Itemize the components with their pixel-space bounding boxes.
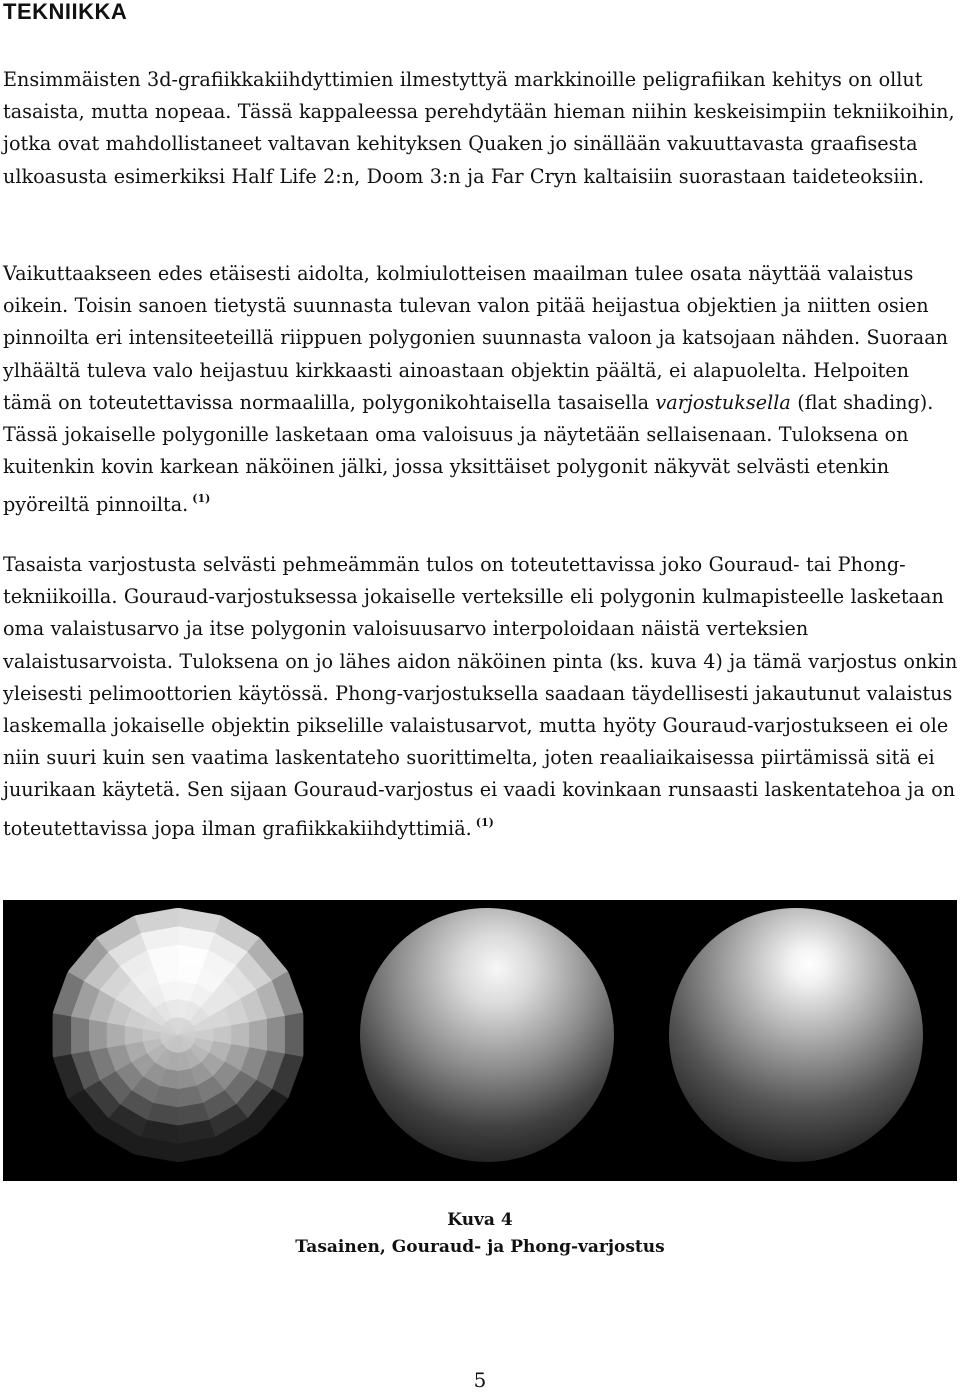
paragraph-flat-shading-text-start: Vaikuttaakseen edes etäisesti aidolta, kolmiulotteisen maailman tulee osata näyttää valaistus oikein. Toisin sanoen tietystä suunnasta tulevan valon pitää heijastua objektien ja niitten osien pinnoilta eri intensiteeteillä riippuen polygonien suunnasta valoon ja katsojaan nähden. Suoraan ylhäältä tuleva valo heijastuu kirkkaasti ainoastaan objektin päältä, ei alapuolelta. Helpoiten tämä on toteutettavissa normaalilla, polygonikohtaisella tasaisella — [3, 262, 948, 414]
term-varjostuksella: varjostuksella — [655, 390, 791, 414]
sphere-facet — [232, 1022, 250, 1047]
phong-shaded-sphere — [669, 908, 923, 1162]
sphere-facet — [89, 1019, 107, 1051]
sphere-facet — [53, 1013, 71, 1057]
paragraph-flat-shading — [3, 258, 959, 522]
shading-figure — [3, 900, 957, 1181]
figure-caption-number: Kuva 4 — [447, 1210, 513, 1230]
paragraph-flat-shading-text-end: (flat shading). Tässä jokaiselle polygonille lasketaan oma valoisuus ja näytetään sellaisenaan. Tuloksena on kuitenkin kovin karkean näköinen jälki, jossa yksittäiset polygonit näkyvät selvästi etenkin pyöreiltä pinnoilta. — [3, 390, 934, 517]
paragraph-gouraud-phong-text: Tasaista varjostusta selvästi pehmeämmän tulos on toteutettavissa joko Gouraud- tai Phong-tekniikoilla. Gouraud-varjostuksessa jokaiselle verteksille eli polygonin kulmapisteelle lasketaan oma valaistusarvo ja itse polygonin valoisuusarvo interpoloidaan näistä verteksien valaistusarvoista. Tuloksena on jo lähes aidon näköinen pinta (ks. kuva 4) ja tämä varjostus onkin yleisesti pelimoottorien käytössä. Phong-varjostuksella saadaan täydellisesti jakautunut valaistus laskemalla jokaiselle objektin pikselille valaistusarvot, mutta hyöty Gouraud-varjostukseen ei ole niin suuri kuin sen vaatima laskentateho suorittimelta, joten reaaliaikaisessa piirtämissä sitä ei juurikaan käytetä. Sen sijaan Gouraud-varjostus ei vaadi kovinkaan runsaasti laskentatehoa ja on toteutettavissa jopa ilman grafiikkakiihdyttimiä. — [3, 553, 958, 840]
footnote-ref: (1) — [475, 815, 494, 829]
page-number: 5 — [473, 1368, 487, 1392]
shading-figure-svg — [3, 900, 957, 1181]
paragraph-intro: Ensimmäisten 3d-grafiikkakiihdyttimien ilmestyttyä markkinoille peligrafiikan kehitys on ollut tasaista, mutta nopeaa. Tässä kappaleessa perehdytään hieman niihin keskeisimpiin tekniikoihin, jotka ovat mahdollistaneet valtavan kehityksen Quaken jo sinällään vakuuttavasta graafisesta ulkoasusta esimerkiksi Half Life 2:n, Doom 3:n ja Far Cryn kaltaisiin suorastaan taideteoksiin. — [3, 68, 955, 188]
sphere-facet — [71, 1016, 89, 1054]
footnote-ref: (1) — [192, 492, 211, 506]
figure-caption-title: Tasainen, Gouraud- ja Phong-varjostus — [295, 1237, 665, 1257]
gouraud-shaded-sphere — [360, 908, 614, 1162]
flat-shaded-sphere — [53, 908, 303, 1162]
sphere-facet — [285, 1013, 303, 1057]
sphere-facet — [267, 1016, 285, 1054]
paragraph-gouraud-phong — [3, 549, 959, 845]
sphere-facet — [250, 1019, 268, 1051]
section-title: TEKNIIKKA — [3, 0, 128, 24]
sphere-facet — [107, 1022, 125, 1047]
